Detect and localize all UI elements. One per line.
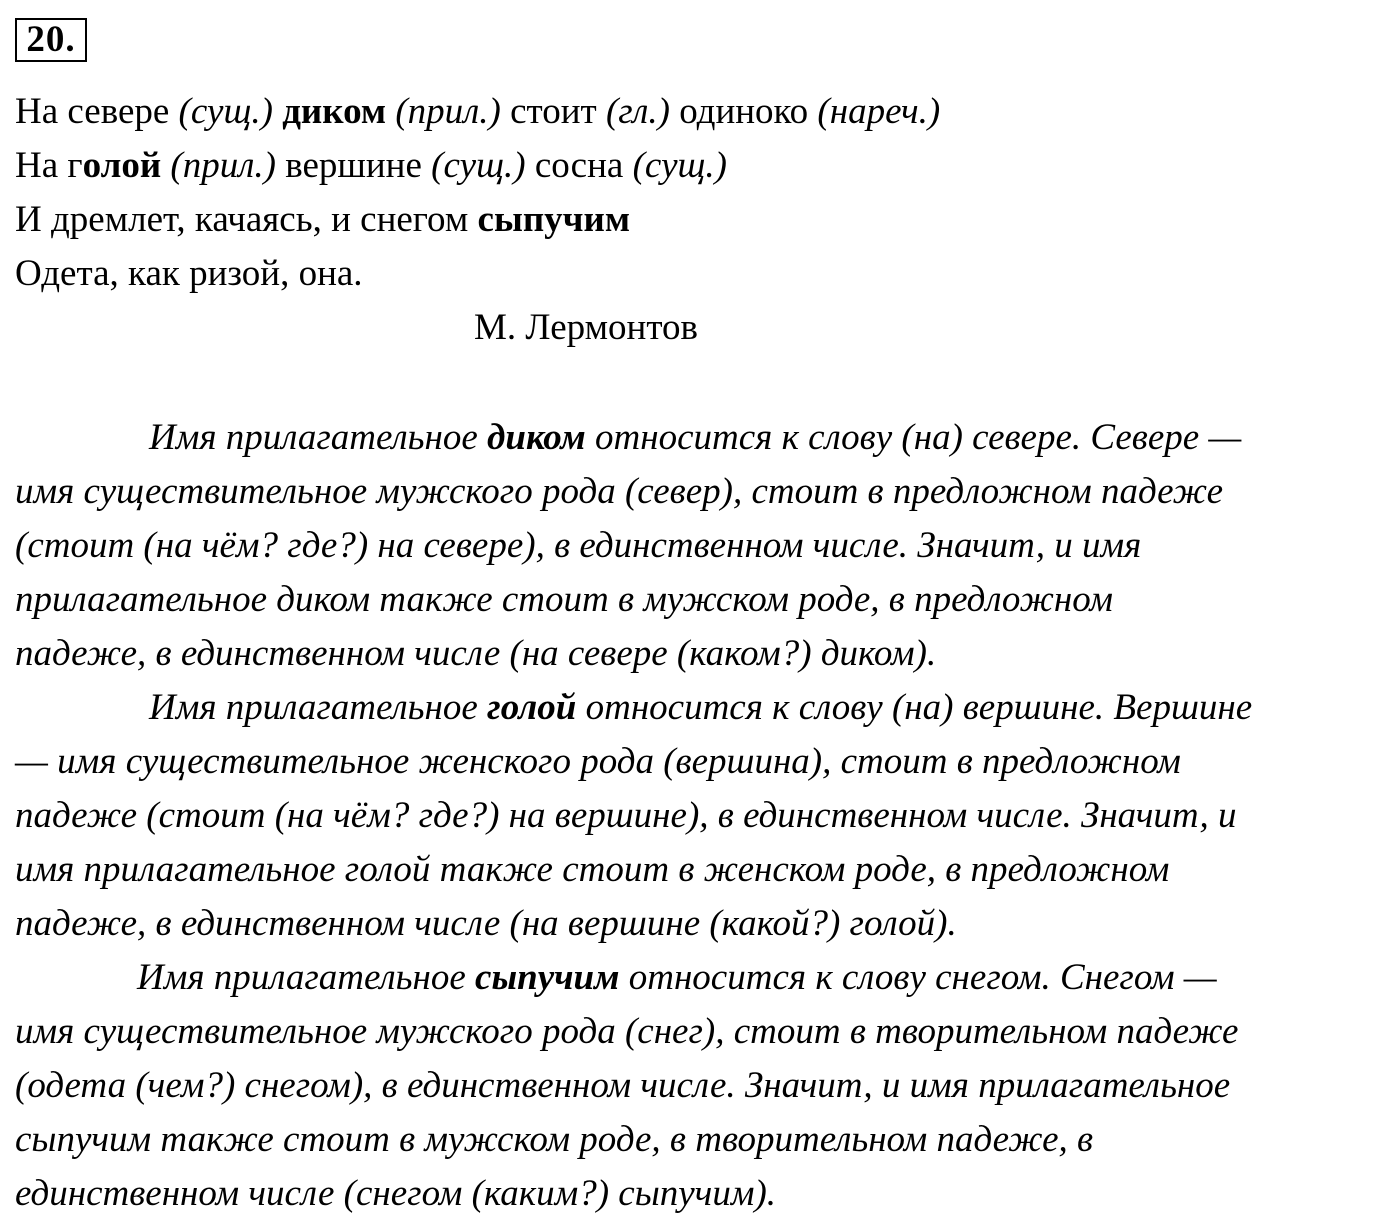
part-of-speech-label: (гл.) bbox=[605, 91, 670, 132]
part-of-speech-label: (сущ.) bbox=[632, 145, 727, 186]
poem-line bbox=[15, 85, 1385, 139]
text-run: Имя прилагательное bbox=[149, 687, 488, 728]
text-run: И дремлет, качаясь, и снегом bbox=[15, 199, 478, 240]
analysis-line bbox=[15, 519, 1385, 573]
poem-author: М. Лермонтов bbox=[474, 307, 698, 348]
text-run: сыпучим также стоит в мужском роде, в творительном падеже, в bbox=[15, 1119, 1094, 1160]
text-run bbox=[386, 91, 395, 132]
text-run: На севере bbox=[15, 91, 179, 132]
analysis-line bbox=[15, 843, 1385, 897]
analysis-line bbox=[15, 1059, 1385, 1113]
highlighted-word: диком bbox=[487, 417, 586, 458]
text-run: стоит bbox=[500, 91, 606, 132]
analysis-text bbox=[15, 411, 1385, 1221]
text-run: На г bbox=[15, 145, 83, 186]
text-run: имя существительное мужского рода (снег), стоит в творительном падеже bbox=[15, 1011, 1239, 1052]
poem bbox=[15, 85, 1385, 301]
part-of-speech-label: (прил.) bbox=[395, 91, 501, 132]
text-run: имя прилагательное голой также стоит в женском роде, в предложном bbox=[15, 849, 1170, 890]
highlighted-word: диком bbox=[282, 91, 387, 132]
analysis-line bbox=[15, 789, 1385, 843]
text-run: имя существительное мужского рода (север), стоит в предложном падеже bbox=[15, 471, 1223, 512]
poem-line bbox=[15, 247, 1385, 301]
text-run: относится к слову снегом. Снегом — bbox=[619, 957, 1217, 998]
analysis-line bbox=[15, 681, 1385, 735]
text-run: прилагательное диком также стоит в мужском роде, в предложном bbox=[15, 579, 1113, 620]
analysis-line bbox=[15, 465, 1385, 519]
text-run: Имя прилагательное bbox=[149, 417, 488, 458]
text-run: Имя прилагательное bbox=[137, 957, 476, 998]
highlighted-word: сыпучим bbox=[477, 199, 631, 240]
text-run: относится к слову (на) севере. Севере — bbox=[585, 417, 1242, 458]
analysis-line bbox=[15, 411, 1385, 465]
text-run: относится к слову (на) вершине. Вершине bbox=[576, 687, 1253, 728]
part-of-speech-label: (прил.) bbox=[170, 145, 276, 186]
text-run: падеже, в единственном числе (на севере (каком?) диком). bbox=[15, 633, 937, 674]
text-run: одиноко bbox=[669, 91, 818, 132]
exercise-number: 20. bbox=[15, 18, 87, 62]
text-run: (стоит (на чём? где?) на севере), в единственном числе. Значит, и имя bbox=[15, 525, 1142, 566]
analysis-line bbox=[15, 897, 1385, 951]
poem-line bbox=[15, 193, 1385, 247]
text-run: единственном числе (снегом (каким?) сыпучим). bbox=[15, 1173, 777, 1214]
poem-line bbox=[15, 139, 1385, 193]
text-run: вершине bbox=[275, 145, 432, 186]
text-run: падеже, в единственном числе (на вершине (какой?) голой). bbox=[15, 903, 957, 944]
analysis-line bbox=[15, 951, 1385, 1005]
text-run: Одета, как ризой, она. bbox=[15, 253, 363, 294]
highlighted-word: олой bbox=[82, 145, 162, 186]
part-of-speech-label: (сущ.) bbox=[431, 145, 526, 186]
analysis-line bbox=[15, 627, 1385, 681]
analysis-line bbox=[15, 1113, 1385, 1167]
analysis-line bbox=[15, 573, 1385, 627]
analysis-line bbox=[15, 735, 1385, 789]
text-run: (одета (чем?) снегом), в единственном числе. Значит, и имя прилагательное bbox=[15, 1065, 1231, 1106]
highlighted-word: голой bbox=[487, 687, 577, 728]
text-run: падеже (стоит (на чём? где?) на вершине), в единственном числе. Значит, и bbox=[15, 795, 1237, 836]
text-run bbox=[273, 91, 282, 132]
part-of-speech-label: (нареч.) bbox=[817, 91, 941, 132]
text-run: — имя существительное женского рода (вершина), стоит в предложном bbox=[15, 741, 1181, 782]
highlighted-word: сыпучим bbox=[475, 957, 620, 998]
part-of-speech-label: (сущ.) bbox=[178, 91, 273, 132]
analysis-line bbox=[15, 1005, 1385, 1059]
text-run: сосна bbox=[525, 145, 633, 186]
analysis-line bbox=[15, 1167, 1385, 1221]
